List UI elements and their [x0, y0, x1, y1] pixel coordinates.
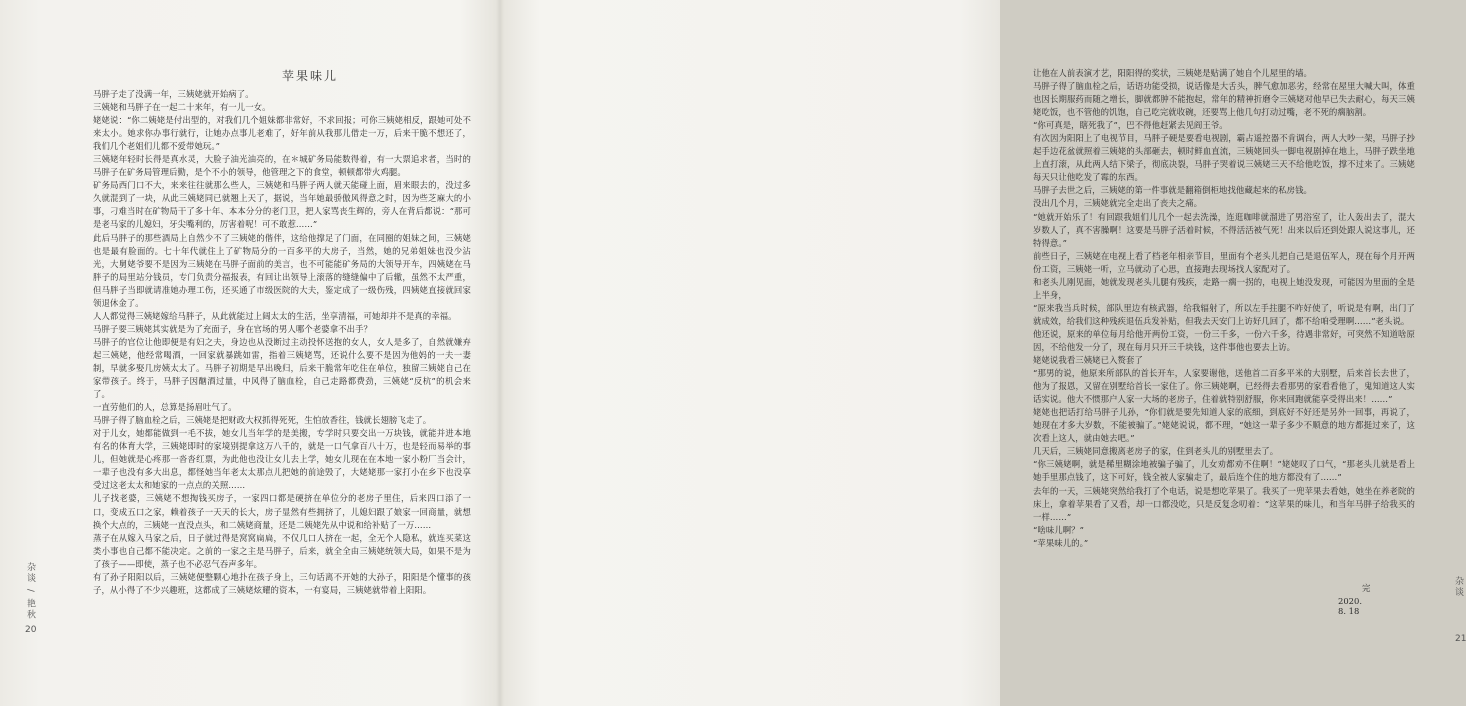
- paragraph: 和老头儿刚见面，她就发现老头儿腿有残疾，走路一瘸一拐的，电视上她没发现，可能因为里面的全是上半身，: [1033, 276, 1415, 300]
- paragraph: “你可真是，瞎死我了”，巴不得他赶紧去见阎王爷。: [1033, 120, 1228, 131]
- paragraph: 三姨姥和马胖子在一起二十来年，有一儿一女。: [93, 102, 271, 113]
- right-page: [500, 0, 1466, 706]
- article-title: 苹果味儿: [281, 69, 338, 83]
- paragraph: “你三姨姥啊，就是稀里糊涂地被骗子骗了，儿女劝都劝不住啊！”姥姥叹了口气，“那老头儿就是看上她手里那点钱了，这下可好，钱全被人家骗走了，最后连个住的地方都没有了……”: [1033, 459, 1415, 483]
- left-page: [0, 0, 500, 706]
- left-page-number: 20: [25, 625, 37, 635]
- paragraph: 马胖子得了脑血栓之后，话语功能受损，说话像是大舌头，脾气愈加恶劣，经常在屋里大喊大叫，体重也因长期服药而随之增长，脚就都肿不能抱起，常年的精神折磨令三姨姥对他早已失去耐心，每天三姨姥吃饭，也不管他的饥饱，自己吃完就收碗，还要骂上他几句打动过嘴，老不死的瘸脑割。: [1033, 81, 1415, 118]
- paragraph: 让他在人前表演才艺，阳阳得的奖状，三姨姥是贴满了她自个儿屋里的墙。: [1033, 68, 1313, 78]
- paragraph: “那男的说，他原来所部队的首长开车，人家要谢他，送他首二百多平米的大别墅，后来首长去世了，他为了报恩，又留在别墅给首长一家住了。你三姨姥啊，已经得去看那男的家看看他了，鬼知道这人实话实说。他大不惯那户人家一大场的老房子，住着就特别舒服，你来回跑就能享受得出来！……”: [1033, 368, 1415, 405]
- paragraph: 马胖子去世之后，三姨姥的第一件事就是翻箱倒柜地找他藏起来的私房钱。: [1033, 185, 1313, 196]
- paragraph: 去年的一天，三姨姥突然给我打了个电话，说是想吃苹果了。我买了一兜苹果去看她，她坐在养老院的床上，拿着苹果看了又看，却一口都没吃，只是反复念叨着：“这苹果的味儿，和当年马胖子给我买的一样……”: [1033, 485, 1415, 522]
- left-side-label: 杂谈 / 艳秋: [25, 562, 35, 621]
- paragraph: 马胖子走了没满一年，三姨姥就开始病了。: [93, 89, 254, 99]
- right-page-number: 21: [1455, 634, 1466, 644]
- paragraph: 儿子找老婆，三姨姥不想掏钱买房子，一家四口都是硬挤在单位分的老房子里住，后来四口添了一口，变成五口之家，赖着孩子一天天的长大，房子显然有些拥挤了，儿媳妇跟了娘家一回商量，就想换个大点的，三姨姥一直没点头，和二姨姥商量，还是二姨姥先从中说和给补贴了一万……: [93, 493, 471, 530]
- paragraph: 姥姥也把话打给马胖子儿孙，“你们就是要先知道人家的底细，到底好不好还是另外一回事，再说了，她现在才多大岁数，不能被骗了。”姥姥说说，都不理，“她这一辈子多少不顺意的地方都挺过来了，这次看上这人，就由她去吧。”: [1033, 407, 1415, 444]
- right-body-text: [1033, 67, 1415, 587]
- paragraph: “苹果味儿的。”: [1033, 537, 1089, 548]
- paragraph: 马胖子要三姨姥其实就是为了充面子，身在官场的男人哪个老婆拿不出手？: [93, 323, 373, 334]
- paragraph: “啥味儿啊？”: [1033, 524, 1084, 535]
- paragraph: 一直劳他们的人，总算是扬眉吐气了。: [93, 402, 237, 413]
- paragraph: 没出几个月，三姨姥就完全走出了丧夫之痛。: [1033, 198, 1203, 209]
- paragraph: 矿务局西门口不大，来来往往就那么些人，三姨姥和马胖子两人就天能碰上面，眉来眼去的，没过多久就混到了一块，从此三姨姥同已就翘上天了，据说，当年她最骄傲风得意之时，因为些芝麻大的小事，刁难当时在矿物局干了多十年、本本分分的老门卫，把人家骂丧生辉的，旁人在背后都说：“那可是老马家的儿媳妇，牙尖嘴利的，厉害着呢！可不敢惹……”: [93, 180, 471, 230]
- paragraph: “原来我当兵时候，部队里边有核武器，给我辐射了，所以左手拄腿不咋好使了，听说是有啊，出门了就成效，给我们这种残疾退伍兵发补贴，但我去天安门上访好几回了，都不给咱受理啊……”老头说。: [1033, 302, 1415, 326]
- paragraph: 前些日子，三姨姥在电视上看了档老年相亲节目，里面有个老头儿把自己是退伍军人，现在每个月开两份工资，三姨姥一听，立马就动了心思，直接跑去现场找人家配对了。: [1033, 250, 1415, 274]
- paragraph: 此后马胖子的那些酒局上自然少不了三姨姥的偕伴，这给他撑足了门面，在同圈的姐妹之间，三姨姥也是最有脸面的。七十年代就住上了矿物局分的一百多平的大房子，当然，她的兄弟姐妹也没少沾光，大舅姥爷要不是因为三姨姥在马胖子面前的美言，也不可能能矿务局的大领导开车，四姨姥在马胖子的局里站分钱员，专门负责分福报表，有回让出领导上滚落的缝缝偏中了后辙，虽然不太严重，但马胖子当即就请准她办理工伤，还买通了市级医院的大夫，鉴定成了一级伤残，四姨姥直接就回家领退休金了。: [93, 232, 471, 308]
- paragraph: 对于儿女，她都能做到一毛不拔，她女儿当年学的是美搬，专学时只要交出一万块钱，就能并进本地有名的体育大学，三姨姥即时的家境别提拿这万八千的，就是一口气拿百八十万，也是轻而易举的事儿，但她就是心疼那一沓沓红票，为此他也没让女儿去上学，她女儿现在在本地一家小粉厂当会计，一辈子也没有多大出息，都怪她当年老太太那点儿把她的前途毁了，大姥姥那一家打小在乡下也没享受过这老太太和她家的一点点的关照……: [93, 428, 471, 491]
- right-side-label: 杂谈: [1453, 576, 1463, 598]
- paragraph: 几天后，三姨姥同意搬离老房子的家，住到老头儿的别墅里去了。: [1033, 446, 1279, 457]
- paragraph: “她就开始乐了！有回跟我姐们儿几个一起去洗澡，连逛咖啡就溜进了男浴室了，让人轰出去了，混大岁数人了，真不害臊啊！这要是马胖子活着时候，不得活活被气死！出来以后还到处跟人说这事儿，还特得意。”: [1033, 211, 1415, 248]
- paragraph: 三姨姥年轻时长得是真水灵，大脸子油光油亮的，在＊城矿务局能数得着，有一大票追求者，当时的马胖子在矿务局管理后勤，是个不小的领导，他管理之下的食堂，顿顿都带火鸡腿。: [93, 154, 471, 178]
- paragraph: 姥姥说我看三姨姥已入赘套了: [1033, 355, 1143, 366]
- paragraph: 蒸子在从嫁入马家之后，日子就过得是窝窝扁扁，不仅几口人挤在一起，全无个人隐私，就连买菜这类小事也自己都不能决定。之前的一家之主是马胖子，后来，就全全由三姨姥统领大局，如果不是为了孩子——即使，蒸子也不必忍气吞声多年。: [93, 532, 471, 569]
- paragraph: 马胖子得了脑血栓之后，三姨姥是把财政大权抓得死死，生怕放香往，钱就长翅膀飞走了。: [93, 415, 432, 426]
- article-date: 2020. 8. 18: [1338, 596, 1362, 616]
- paragraph: 姥姥说：“你二姨姥是付出型的，对我们几个姐妹都非常好，不求回报；可你三姨姥相反，跟她可处不来太小。她求你办事行就行，让她办点事儿老难了，好年前从我那儿借走一万，后来干脆不想还了，我们几个老姐们儿都不爱带她玩。”: [93, 115, 471, 152]
- paragraph: 有次因为阳阳上了电视节目，马胖子硬是要看电视剧，霸占遥控器不肯调台，两人大吵一架，马胖子抄起手边花盆就照着三姨姥的头部砸去，顿时鲜血直流，三姨姥回头一脚电视剧掉在地上，马胖子跌坐地上直打滚，从此两人结下梁子，彻底决裂，马胖子哭着说三姨姥三天不给他吃饭，撑不过来了。三姨姥每天只让他吃发了霉的东西。: [1033, 133, 1415, 183]
- paragraph: 他还说，原来的单位每月给他开两份工资，一份三千多，一份六千多，待遇非常好，可突然不知道啥原因，不给他发一分了，现在每月只开三千块钱，这件事他也要去上访。: [1033, 328, 1415, 352]
- left-body-text: [93, 88, 471, 648]
- end-mark: 完: [1362, 583, 1371, 593]
- paragraph: 马胖子的官位让他即便是有妇之夫，身边也从没断过主动投怀送抱的女人，女人是多了，自然就嫌弃起三姨姥，他经常喝酒，一回家就暴跳如雷，指着三姨姥骂，还说什么要不是因为他妈的一夫一妻制，早就多娶几房姨太太了。马胖子初期是早出晚归，后来干脆常年吃住在单位，独留三姨姥自己在家带孩子。终于，马胖子因酗酒过量，中风得了脑血栓，自己走路都费劲，三姨姥“反杭”的机会来了。: [93, 336, 471, 400]
- paragraph: 人人都觉得三姨姥嫁给马胖子，从此就能过上阔太太的生活，坐享清福，可她却并不是真的幸福。: [93, 310, 457, 321]
- paragraph: 有了孙子阳阳以后，三姨姥便整颗心地扑在孩子身上，三句话离不开她的大孙子，阳阳是个懂事的孩子，从小得了不少兴趣班，这都成了三姨姥炫耀的资本，一有宴局，三姨姥就带着上阳阳。: [93, 571, 471, 595]
